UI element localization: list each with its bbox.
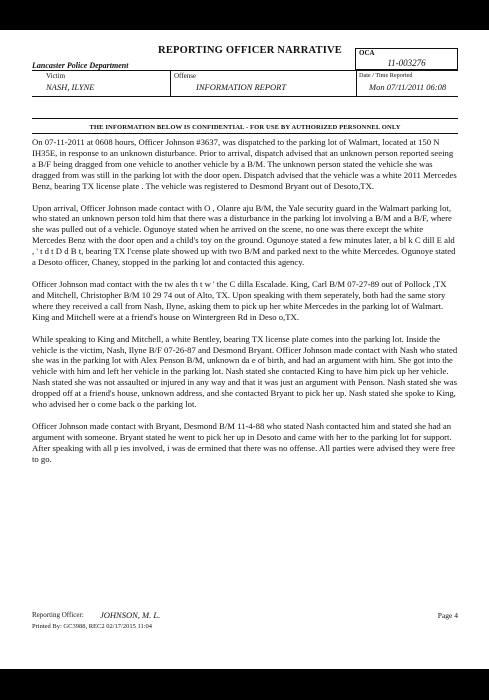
reporting-officer-label: Reporting Officer:	[32, 611, 84, 619]
confidential-notice: THE INFORMATION BELOW IS CONFIDENTIAL - FOR USE BY AUTHORIZED PERSONNEL ONLY	[89, 124, 401, 131]
oca-value: 11-003276	[387, 58, 426, 68]
offense-value: INFORMATION REPORT	[196, 82, 287, 92]
victim-label: Victim	[46, 72, 66, 80]
narrative-paragraph: Upon arrival, Officer Johnson made contact with O , Olanre aju B/M, the Yale security guard in the Walmart parking lot, who stated an unknown person told him that there was a disturbance in the parking lot involving a B/M and a B/F, where she was pulled out of a vehicle. Ogunoye stated when he arrived on the scene, no one was there except the white Mercedes Benz with the door open and a child's toy on the ground. Ogunoye stated a few minutes later, a bl k C dill E ald , ' t d t D d B t, bearing TX l'cense plate showed up with two B/M and parked next to the white Mercedes. Ogunoye stated a Desoto officer, Chaney, stopped in the parking lot and contacted this agency.	[32, 202, 456, 268]
narrative-paragraph: Officer Johnson made contact with Bryant, Desmond B/M 11-4-88 who stated Nash contacted him and stated she had an argument with someone. Bryant stated he went to pick her up in Desoto and came with her to the parking lot for support. After speaking with all p ies involved, i was de ermined that there was no offense. All parties were advised they were free to go.	[32, 420, 455, 464]
offense-label: Offense	[174, 72, 197, 80]
confidential-rule-bottom	[32, 133, 458, 134]
agency-name: Lancaster Police Department	[32, 61, 129, 70]
printed-by: Printed By: GC3988, REC2 02/17/2015 11:04	[32, 623, 153, 630]
top-black-band	[0, 0, 489, 30]
reporting-officer-value: JOHNSON, M. L.	[100, 610, 161, 620]
report-title: REPORTING OFFICER NARRATIVE	[158, 45, 342, 56]
narrative-body	[32, 137, 458, 476]
header-rule-top	[32, 70, 458, 71]
victim-value: NASH, ILYNE	[46, 82, 95, 92]
header-rule-middle	[32, 96, 458, 97]
oca-box	[355, 48, 458, 70]
page-number: Page 4	[437, 611, 458, 620]
narrative-paragraph: While speaking to King and Mitchell, a white Bentley, bearing TX license plate comes into the parking lot. Inside the vehicle is the victim, Nash, Ilyne B/F 07-26-87 and Desmond Bryant. Officer Johnson made contact with Nash who stated she was in the parking lot with Alex Penson B/M, unknown da e of birth, and had an argument with him. She got into the vehicle with him and left her vehicle in the parking lot. Nash stated she contacted King to have him pick up her vehicle. Nash stated she was not assaulted or injured in any way and that it was just an argument with Penson. Nash stated she was dropped off at a friend's house, unknown address, and she contacted Bryant to pick her up. Nash stated she spoke to King, who advised her o come back o the parking lot.	[32, 333, 458, 410]
header-divider-2	[356, 70, 357, 96]
bottom-black-band	[0, 669, 489, 700]
datetime-label: Date / Time Reported	[359, 72, 413, 79]
oca-label: OCA	[359, 49, 375, 57]
datetime-value: Mon 07/11/2011 06:08	[369, 82, 447, 92]
confidential-rule-top	[32, 118, 458, 119]
narrative-paragraph: Officer Johnson mad contact with the tw ales th t w ' the C dilla Escalade. King, Carl B/M 07-27-89 out of Pollock ,TX and Mitchell, Christopher B/M 10 29 74 out of Alto, TX. Upon speaking with them seperately, both had the same story where they received a call from Nash, Ilyne, asking them to pick up her white Mercedes in the parking lot of Walmart. King and Mitchell were at a friend's house on Wintergreen Rd in Deso o,TX.	[32, 278, 447, 322]
header-divider-1	[170, 70, 171, 96]
narrative-paragraph: On 07-11-2011 at 0608 hours, Officer Johnson #3637, was dispatched to the parking lot of Walmart, located at 150 N IH35E, in response to an unknown disturbance. Prior to arrival, dispatch advised that an unknown person reported seeing a B/F being dragged from one vehicle to another vehicle by a B/M. The unknown person stated the vehicle she was dragged from was still in the parking lot with the door open. Dispatch advised that the vehicle was a white 2011 Mercedes Benz, bearing TX license plate . The vehicle was registered to Desmond Bryant out of Desoto,TX.	[32, 137, 457, 191]
